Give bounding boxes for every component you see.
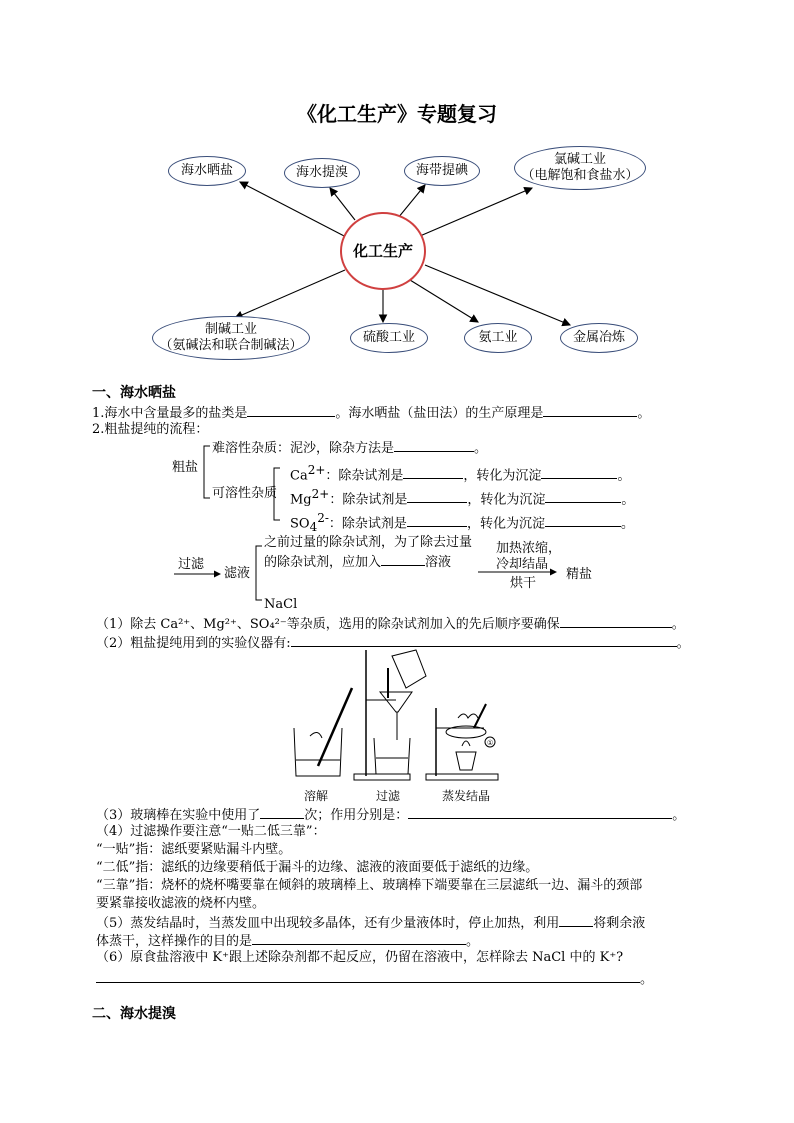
- q2-1-text: （1）除去 Ca²⁺、Mg²⁺、SO₄²⁻等杂质，选用的除杂试剂加入的先后顺序要确保: [96, 617, 560, 632]
- q3-blank-count[interactable]: [260, 805, 304, 819]
- flow-excess-line1: 之前过量的除杂试剂，为了除去过量: [264, 535, 473, 550]
- insoluble-blank[interactable]: [394, 438, 474, 452]
- alcohol-lamp: [456, 752, 476, 770]
- flow-evap-line1: 加热浓缩，: [496, 541, 562, 556]
- ion-mg: Mg: [290, 492, 312, 508]
- flow-refined-salt: 精盐: [566, 567, 593, 582]
- ion-ca-reagent-text: ：除杂试剂是: [325, 468, 404, 484]
- q1-text-c: 。: [637, 406, 651, 421]
- q3-text-a: （3）玻璃棒在实验中使用了: [96, 808, 261, 823]
- ion-ca-period: 。: [617, 468, 631, 484]
- insoluble-period: 。: [474, 441, 488, 456]
- question-4: （4）过滤操作要注意“一贴二低三靠”：: [96, 824, 326, 839]
- fig-marker: ①: [487, 739, 494, 747]
- q3-period: 。: [672, 808, 686, 823]
- funnel: [380, 692, 412, 712]
- ion-row-mg: [290, 485, 634, 509]
- mindmap-arrows: [0, 0, 794, 370]
- flow-nacl-label: NaCl: [264, 597, 298, 612]
- receiving-beaker: [374, 738, 410, 774]
- ion-mg-period: 。: [621, 492, 635, 508]
- q3-text-b: 次；作用分别是：: [304, 808, 409, 823]
- ion-so4-period: 。: [620, 516, 634, 532]
- ion-so4-sub: 4: [309, 519, 318, 534]
- question-5-line1: [96, 913, 645, 933]
- ion-so4: SO: [290, 516, 310, 532]
- ion-so4-precip-blank[interactable]: [545, 513, 621, 527]
- q6-blank[interactable]: [96, 969, 640, 983]
- q1-text-b: 。海水晒盐（盐田法）的生产原理是: [335, 406, 544, 421]
- question-2-1: [96, 614, 685, 634]
- q1-text-a: 1.海水中含量最多的盐类是: [92, 406, 248, 421]
- fig-label-evaporate: 蒸发结晶: [442, 789, 491, 803]
- q5-blank-1[interactable]: [559, 913, 593, 927]
- glass-rod: [318, 688, 352, 766]
- ion-ca: Ca: [290, 468, 308, 484]
- question-6: （6）原食盐溶液中 K⁺跟上述除杂剂都不起反应，仍留在溶液中，怎样除去 NaCl 中的 K⁺?: [96, 950, 624, 965]
- question-4-line3a: “三靠”指：烧杯的烧杯嘴要靠在倾斜的玻璃棒上、玻璃棒下端要靠在三层滤纸一边、漏斗的颈部: [96, 878, 643, 893]
- crude-salt-label: 粗盐: [172, 460, 199, 475]
- mindmap-node-bromine: 海水提溴: [284, 158, 360, 188]
- ion-so4-reagent-text: ：除杂试剂是: [328, 516, 407, 532]
- flow-reagent-blank[interactable]: [381, 552, 425, 566]
- section1-heading: 一、海水晒盐: [92, 385, 176, 401]
- q2-1-period: 。: [671, 617, 685, 632]
- ion-ca-convert: ，转化为沉淀: [463, 468, 542, 484]
- mindmap-node-metallurgy: 金属冶炼: [560, 323, 638, 353]
- question-3: [96, 805, 685, 825]
- ion-mg-precip-blank[interactable]: [545, 489, 621, 503]
- mindmap-center: 化工生产: [340, 212, 426, 290]
- insoluble-impurity: [212, 438, 487, 458]
- insoluble-text: 难溶性杂质：泥沙，除杂方法是: [212, 441, 395, 456]
- question-5-line2: [96, 931, 479, 951]
- q3-blank-role[interactable]: [408, 805, 672, 819]
- mindmap-node-chlor-alkali: 氯碱工业 （电解饱和食盐水）: [514, 146, 646, 190]
- mindmap-node-ammonia: 氨工业: [464, 323, 532, 353]
- mindmap-node-iodine: 海带提碘: [404, 156, 480, 186]
- page-title: 《化工生产》专题复习: [297, 102, 497, 126]
- question-4-line2: “二低”指：滤纸的边缘要稍低于漏斗的边缘、滤液的液面要低于滤纸的边缘。: [96, 860, 539, 875]
- section2-heading: 二、海水提溴: [92, 1006, 176, 1022]
- ion-row-ca: [290, 461, 630, 485]
- ion-ca-precip-blank[interactable]: [541, 465, 617, 479]
- question-1: [92, 403, 650, 423]
- q1-blank-1[interactable]: [247, 403, 335, 417]
- q5-text-b: 将剩余液: [593, 916, 646, 931]
- q2-2-blank[interactable]: [291, 633, 677, 647]
- flow-filter-label: 过滤: [178, 557, 205, 572]
- q5-text-a: （5）蒸发结晶时，当蒸发皿中出现较多晶体，还有少量液体时，停止加热，利用: [96, 916, 560, 931]
- ion-so4-reagent-blank[interactable]: [407, 513, 467, 527]
- flow-excess-line2: [264, 552, 451, 572]
- q5-text-c: 体蒸干，这样操作的目的是: [96, 934, 253, 949]
- soluble-impurity-label: 可溶性杂质: [212, 486, 278, 501]
- flow-excess-text: 的除杂试剂，应加入: [264, 555, 382, 570]
- pouring-beaker: [392, 650, 426, 688]
- ion-ca-charge: 2+: [307, 463, 326, 477]
- q1-blank-2[interactable]: [543, 403, 637, 417]
- q6-period: 。: [640, 972, 654, 987]
- question-2: 2.粗盐提纯的流程：: [92, 422, 209, 437]
- question-4-line3b: 要紧靠接收滤液的烧杯内壁。: [96, 896, 266, 911]
- mindmap-node-sea-salt: 海水晒盐: [168, 156, 246, 186]
- question-4-line1: “一贴”指：滤纸要紧贴漏斗内壁。: [96, 842, 292, 857]
- q5-period: 。: [466, 934, 480, 949]
- q5-blank-2[interactable]: [252, 931, 466, 945]
- ion-mg-reagent-text: ：除杂试剂是: [329, 492, 408, 508]
- ion-so4-convert: ，转化为沉淀: [466, 516, 545, 532]
- ion-mg-convert: ，转化为沉淀: [467, 492, 546, 508]
- flow-evap-line3: 烘干: [510, 576, 537, 591]
- question-6-answer: [96, 969, 653, 989]
- dissolve-beaker: [294, 728, 342, 776]
- apparatus-figure: [288, 648, 508, 784]
- q2-2-text: （2）粗盐提纯用到的实验仪器有:: [96, 636, 291, 651]
- ion-so4-charge: 2-: [317, 511, 329, 525]
- q2-1-blank[interactable]: [560, 614, 672, 628]
- fig-label-filter: 过滤: [376, 789, 401, 803]
- ion-mg-charge: 2+: [311, 487, 330, 501]
- flow-filtrate-label: 滤液: [224, 566, 251, 581]
- ion-ca-reagent-blank[interactable]: [403, 465, 463, 479]
- ion-mg-reagent-blank[interactable]: [407, 489, 467, 503]
- flow-evap-line2: 冷却结晶: [496, 557, 549, 572]
- mindmap-node-soda: 制碱工业 （氨碱法和联合制碱法）: [152, 316, 310, 360]
- q2-2-period: 。: [676, 636, 690, 651]
- flow-solution-text: 溶液: [425, 555, 452, 570]
- mindmap-node-sulfuric: 硫酸工业: [350, 323, 428, 353]
- fig-label-dissolve: 溶解: [304, 789, 329, 803]
